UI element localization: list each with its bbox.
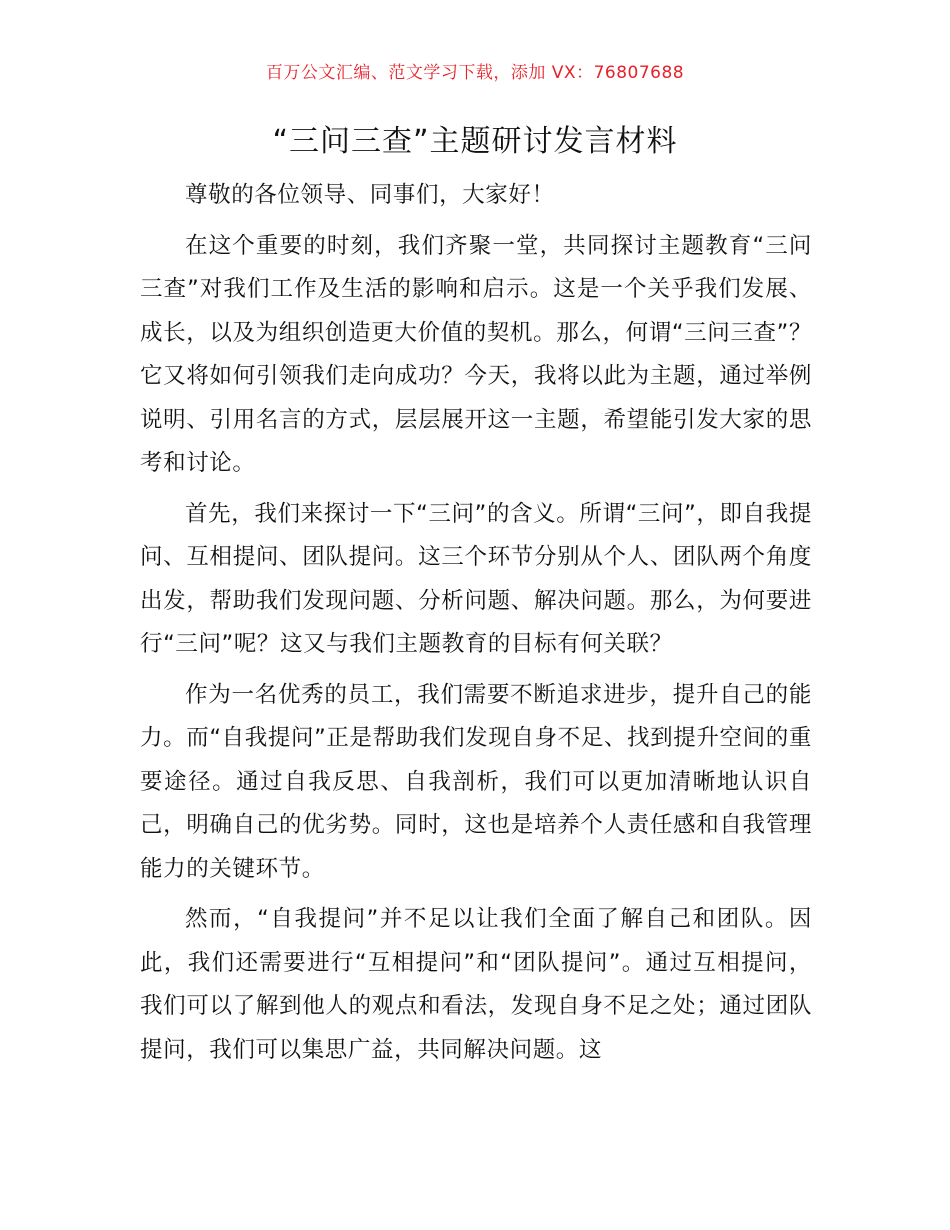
paragraph: 然而，“自我提问”并不足以让我们全面了解自己和团队。因此，我们还需要进行“互相提问”和“团队提问”。通过互相提问，我们可以了解到他人的观点和看法，发现自身不足之处；通过团队提问，我们可以集思广益，共同解决问题。这	[140, 906, 812, 1063]
document-title: “三问三查”主题研讨发言材料	[272, 124, 678, 159]
paragraph: 在这个重要的时刻，我们齐聚一堂，共同探讨主题教育“三问三查”对我们工作及生活的影响和启示。这是一个关乎我们发展、成长，以及为组织创造更大价值的契机。那么，何谓“三问三查”？它又将如何引领我们走向成功？今天，我将以此为主题，通过举例说明、引用名言的方式，层层展开这一主题，希望能引发大家的思考和讨论。	[140, 232, 812, 476]
paragraph-greeting: 尊敬的各位领导、同事们，大家好！	[185, 182, 555, 208]
watermark-header-note: 百万公文汇编、范文学习下载，添加 VX：76807688	[265, 63, 685, 83]
paragraph: 作为一名优秀的员工，我们需要不断追求进步，提升自己的能力。而“自我提问”正是帮助我们发现自身不足、找到提升空间的重要途径。通过自我反思、自我剖析，我们可以更加清晰地认识自己，明确自己的优劣势。同时，这也是培养个人责任感和自我管理能力的关键环节。	[140, 681, 812, 882]
document-body	[140, 174, 812, 1079]
paragraph: 首先，我们来探讨一下“三问”的含义。所谓“三问”，即自我提问、互相提问、团队提问。这三个环节分别从个人、团队两个角度出发，帮助我们发现问题、分析问题、解决问题。那么，为何要进行“三问”呢？这又与我们主题教育的目标有何关联？	[140, 500, 812, 657]
